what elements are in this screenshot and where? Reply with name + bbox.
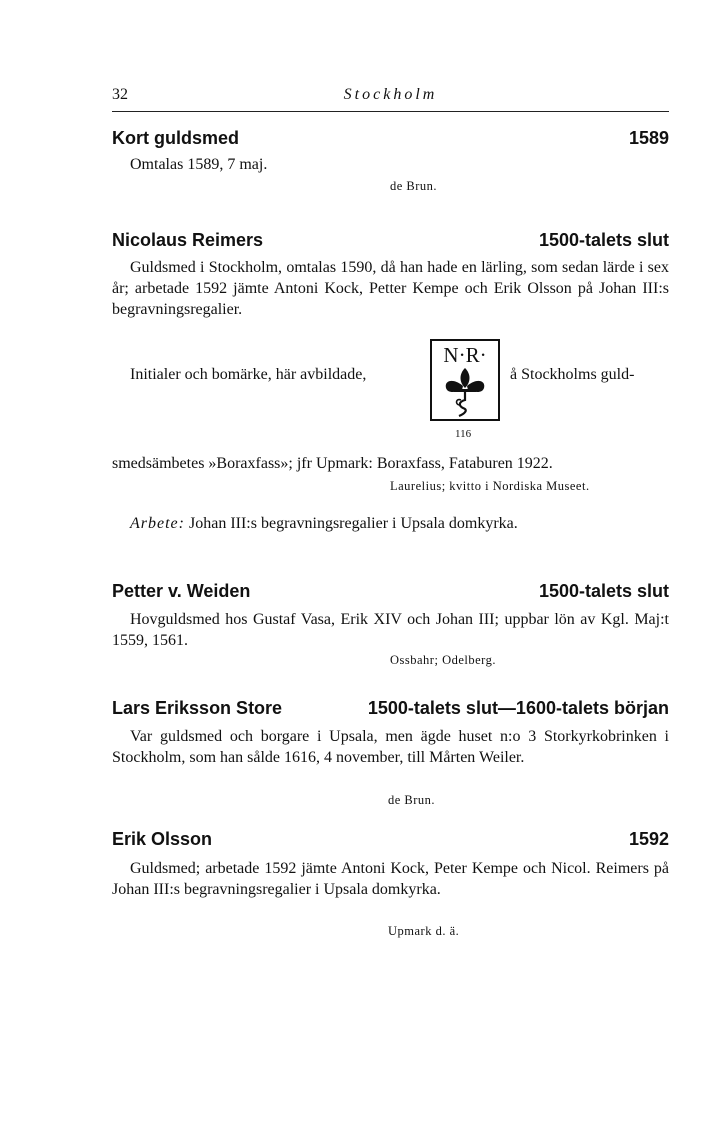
mark-text-right: å Stockholms guld-	[510, 366, 635, 383]
entry-date: 1589	[628, 128, 669, 148]
header-rule	[112, 111, 669, 112]
entry-date: 1500-talets slut	[538, 581, 669, 601]
fleur-de-lis-mark-icon	[428, 338, 502, 422]
work-text: Johan III:s begravningsregalier i Upsala domkyrka.	[188, 515, 518, 532]
entry-text: Guldsmed; arbetade 1592 jämte Antoni Kock, Peter Kempe och Nicol. Reimers på Johan III:s begravningsregalier i Upsala domkyrka.	[112, 860, 669, 898]
goldsmith-mark-figure	[428, 338, 502, 422]
entry-heading-lars-eriksson-store	[112, 698, 669, 724]
entry-text: Omtalas 1589, 7 maj.	[130, 156, 268, 173]
entry-source: Upmark d. ä.	[388, 924, 460, 938]
entry-date: 1500-talets slut	[538, 230, 669, 250]
entry-heading-nicolaus-reimers	[112, 230, 669, 256]
entry-date: 1592	[628, 829, 669, 849]
entry-name: Erik Olsson	[112, 829, 213, 849]
entry-name: Lars Eriksson Store	[112, 698, 283, 718]
figure-caption: 116	[455, 428, 472, 440]
running-head	[112, 86, 669, 110]
entry-continued-text: smedsämbetes »Boraxfass»; jfr Upmark: Boraxfass, Fataburen 1922.	[112, 455, 553, 472]
entry-text: Guldsmed i Stockholm, omtalas 1590, då han hade en lärling, som sedan lärde i sex år; arbetade 1592 jämte Antoni Kock, Petter Kempe och Erik Olsson på Johan III:s begravningsregalier.	[112, 259, 669, 318]
mark-text-left: Initialer och bomärke, här avbildade,	[130, 366, 367, 383]
running-title: Stockholm	[343, 86, 438, 103]
entry-heading-kort-guldsmed	[112, 128, 669, 154]
entry-source: Laurelius; kvitto i Nordiska Museet.	[390, 479, 590, 493]
entry-text: Var guldsmed och borgare i Upsala, men ägde huset n:o 3 Storkyrkobrinken i Stockholm, som han sålde 1616, 4 november, till Mårten Weiler.	[112, 728, 669, 766]
entry-date: 1500-talets slut—1600-talets början	[367, 698, 669, 718]
entry-source: de Brun.	[390, 179, 438, 193]
mark-initials: N·R·	[443, 343, 487, 367]
work-label: Arbete:	[130, 515, 185, 532]
entry-source: Ossbahr; Odelberg.	[390, 653, 496, 667]
page-number: 32	[112, 86, 128, 103]
entry-heading-erik-olsson	[112, 829, 669, 855]
entry-work	[130, 515, 518, 533]
entry-name: Kort guldsmed	[112, 128, 240, 148]
entry-name: Nicolaus Reimers	[112, 230, 264, 250]
entry-name: Petter v. Weiden	[112, 581, 251, 601]
entry-text: Hovguldsmed hos Gustaf Vasa, Erik XIV och Johan III; uppbar lön av Kgl. Maj:t 1559, 1561.	[112, 611, 669, 649]
entry-source: de Brun.	[388, 793, 436, 807]
entry-heading-petter-v-weiden	[112, 581, 669, 607]
